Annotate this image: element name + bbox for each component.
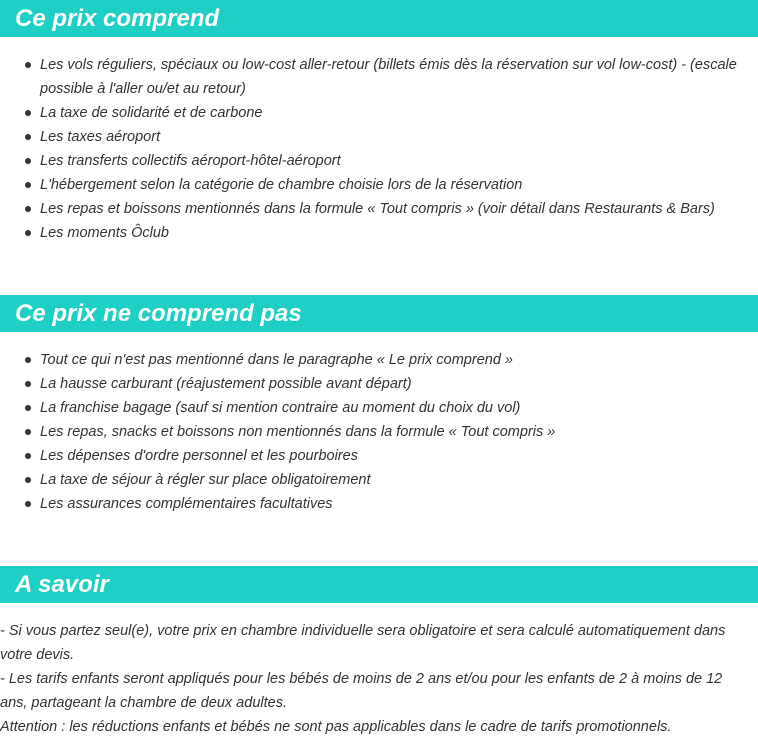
not-included-list: [0, 348, 740, 516]
list-item: L'hébergement selon la catégorie de chambre choisie lors de la réservation: [0, 173, 740, 197]
list-item: Les moments Ôclub: [0, 221, 740, 245]
good-to-know-text: [0, 619, 752, 739]
list-item: La taxe de solidarité et de carbone: [0, 101, 740, 125]
good-to-know-paragraph: - Les tarifs enfants seront appliqués pour les bébés de moins de 2 ans et/ou pour les enfants de 2 à moins de 12 ans, partageant la chambre de deux adultes.: [0, 671, 723, 711]
included-list: [0, 53, 740, 245]
list-item: Les repas, snacks et boissons non mentionnés dans la formule « Tout compris »: [0, 420, 740, 444]
list-item: La taxe de séjour à régler sur place obligatoirement: [0, 468, 740, 492]
list-item: La franchise bagage (sauf si mention contraire au moment du choix du vol): [0, 396, 740, 420]
section-title-included: Ce prix comprend: [0, 0, 758, 37]
good-to-know-paragraph: Attention : les réductions enfants et bébés ne sont pas applicables dans le cadre de tarifs promotionnels.: [0, 719, 672, 735]
list-item: Les transferts collectifs aéroport-hôtel-aéroport: [0, 149, 740, 173]
list-item: La hausse carburant (réajustement possible avant départ): [0, 372, 740, 396]
good-to-know-paragraph: - Si vous partez seul(e), votre prix en chambre individuelle sera obligatoire et sera calculé automatiquement dans votre devis.: [0, 623, 726, 663]
list-item: Les repas et boissons mentionnés dans la formule « Tout compris » (voir détail dans Restaurants & Bars): [0, 197, 740, 221]
list-item: Les taxes aéroport: [0, 125, 740, 149]
list-item: Les vols réguliers, spéciaux ou low-cost aller-retour (billets émis dès la réservation sur vol low-cost) - (escale possible à l'aller ou/et au retour): [0, 53, 740, 101]
list-item: Les assurances complémentaires facultatives: [0, 492, 740, 516]
section-title-not-included: Ce prix ne comprend pas: [0, 295, 758, 332]
section-title-good-to-know: A savoir: [0, 566, 758, 603]
list-item: Les dépenses d'ordre personnel et les pourboires: [0, 444, 740, 468]
list-item: Tout ce qui n'est pas mentionné dans le paragraphe « Le prix comprend »: [0, 348, 740, 372]
